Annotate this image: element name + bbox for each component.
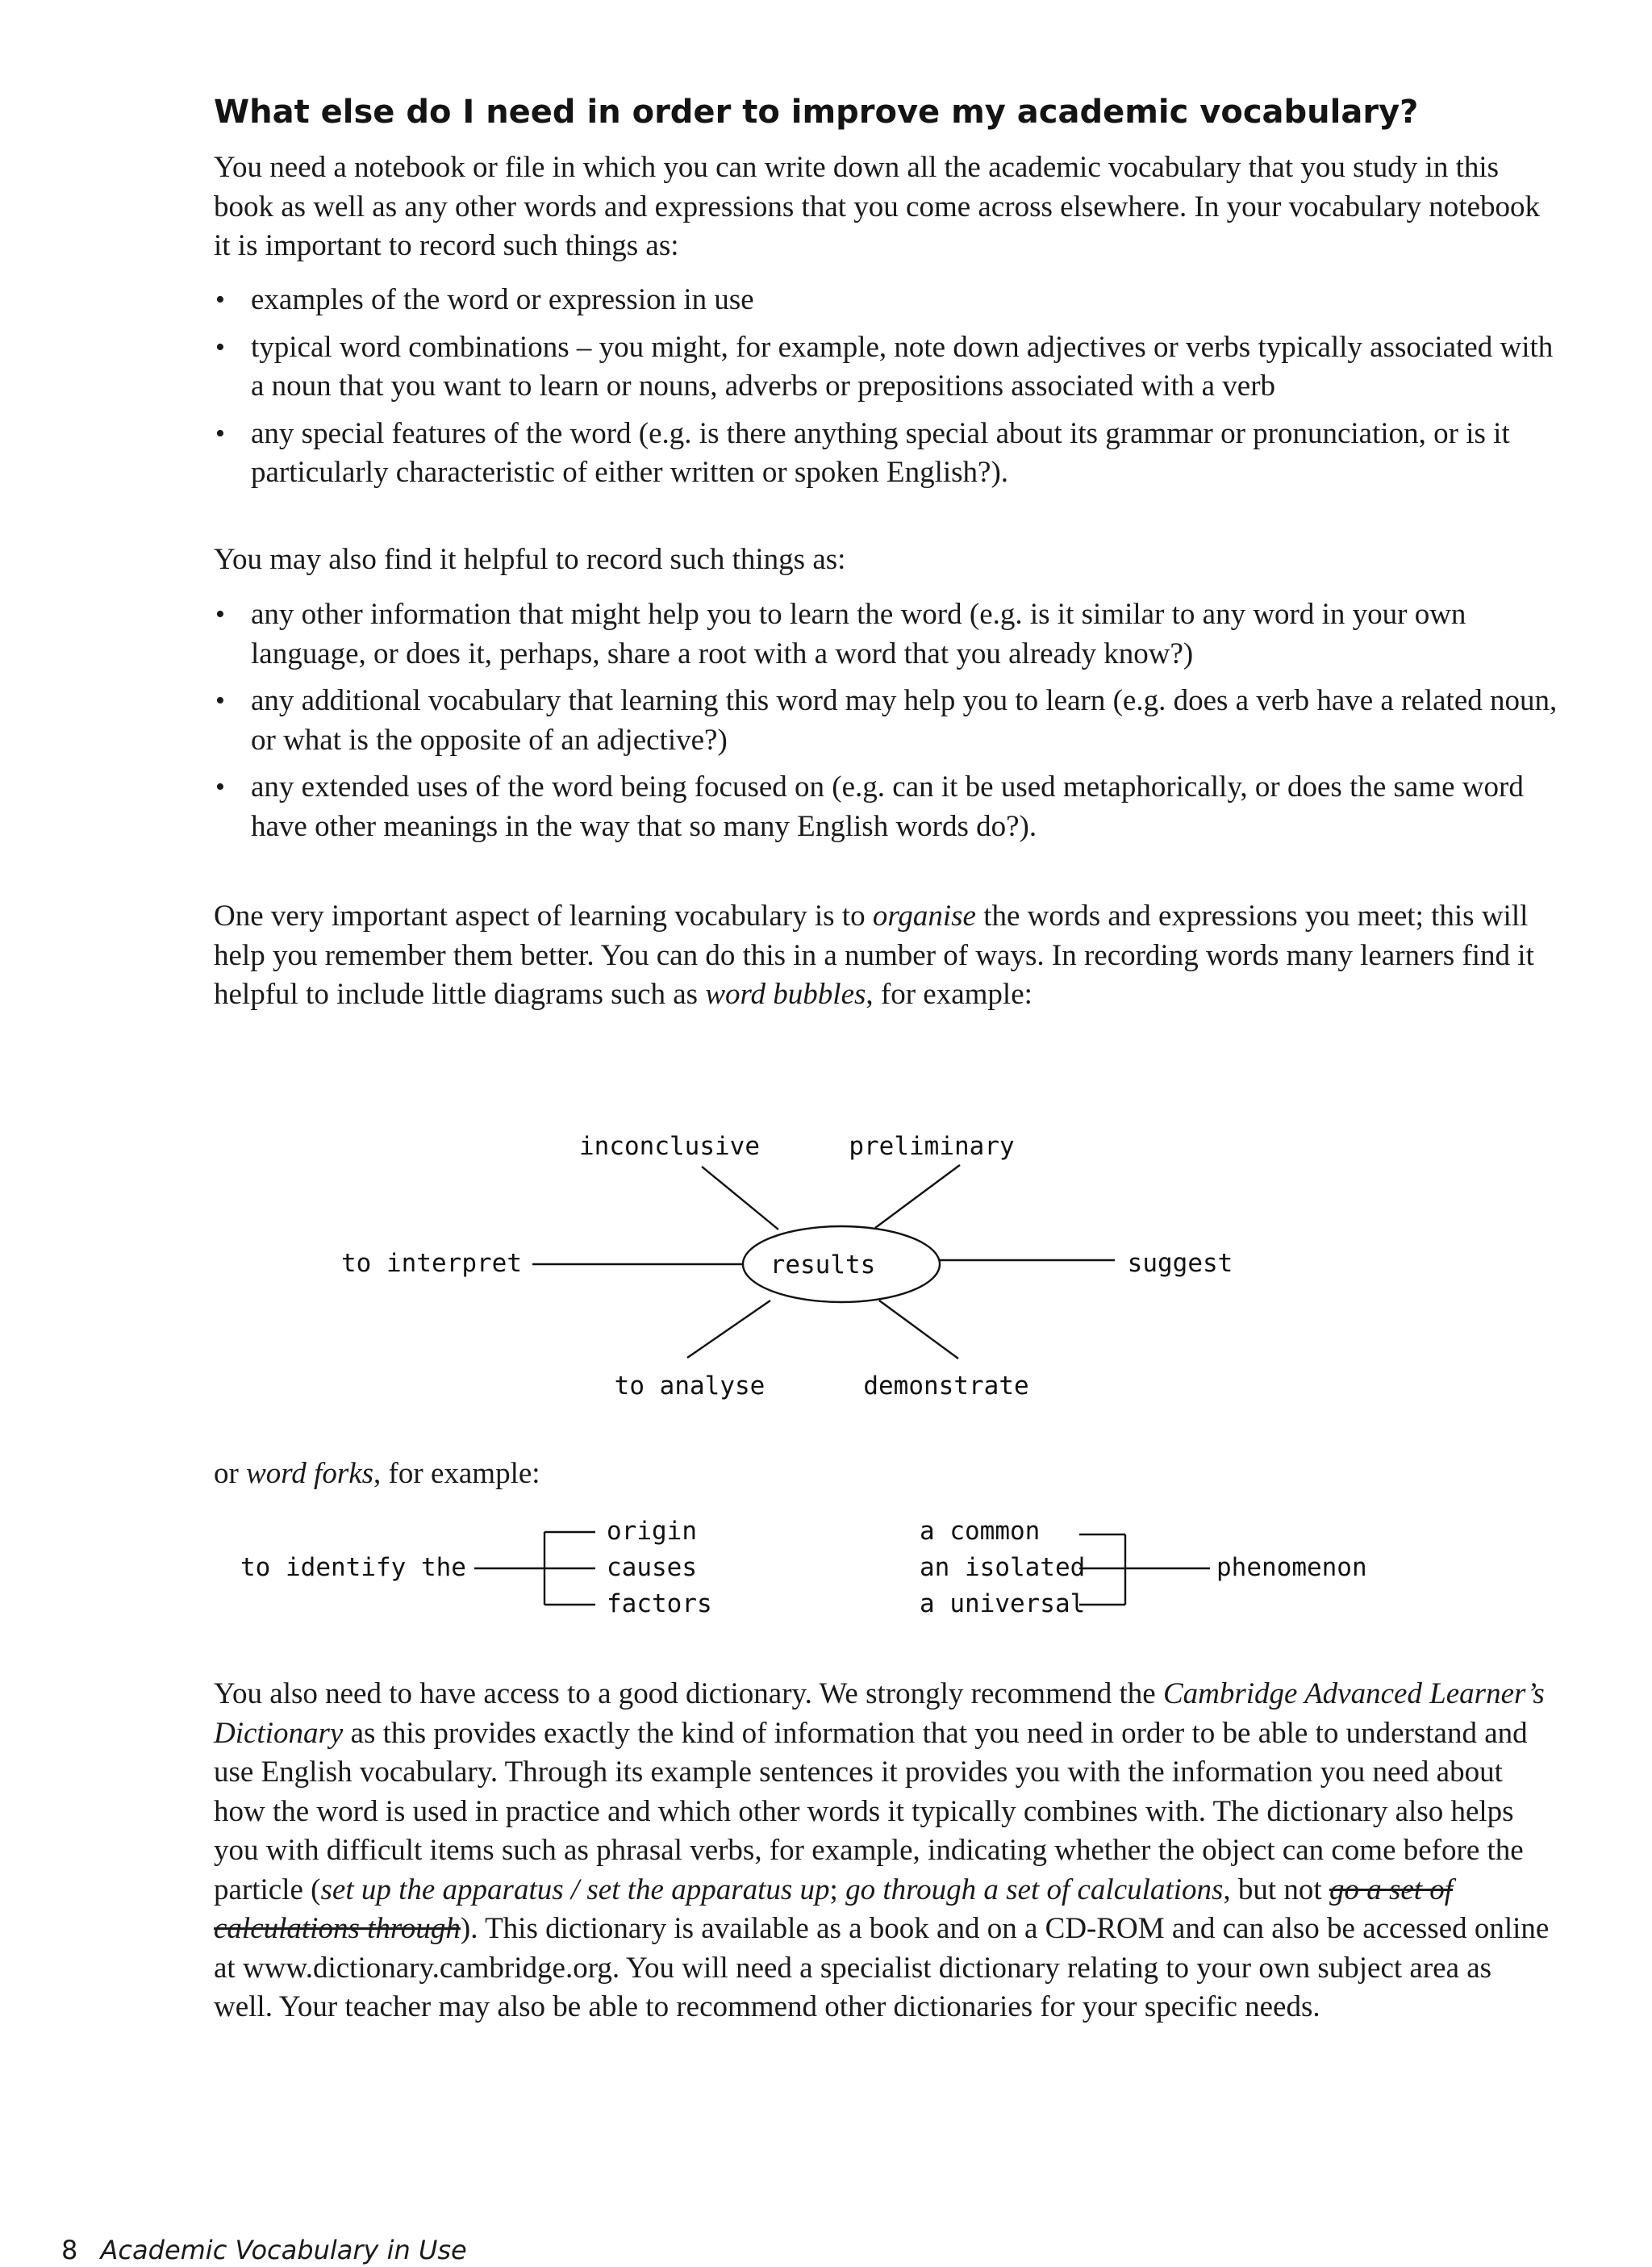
forks-paragraph — [214, 1455, 1553, 1494]
text-run: , for example: — [373, 1457, 540, 1490]
bubble-spoke — [875, 1165, 960, 1228]
also-paragraph: You may also find it helpful to record such things as: — [214, 543, 846, 576]
fork-item-universal: a universal — [920, 1589, 1086, 1618]
strikethrough-text: go a set of calculations through — [214, 1872, 1454, 1945]
bubble-word-analyse: to analyse — [614, 1371, 766, 1401]
emphasis: word forks — [246, 1457, 374, 1490]
section-heading: What else do I need in order to improve my academic vocabulary? — [214, 94, 1419, 131]
text-run: or — [214, 1457, 247, 1490]
bubble-spoke — [702, 1167, 778, 1230]
fork-item-causes: causes — [607, 1553, 697, 1582]
text-run: You also need to have access to a good dictionary. We strongly recommend the — [214, 1677, 1163, 1710]
emphasis: go through a set of calculations — [845, 1872, 1224, 1906]
list-item: • examples of the word or expression in use — [214, 281, 1561, 320]
page-footer — [61, 2235, 467, 2265]
list-item: • any other information that might help you to learn the word (e.g. is it similar to any word in your own language, or does it, perhaps, share a root with a word that you already know?) — [214, 595, 1561, 674]
text-run: One very important aspect of learning vocabulary is to — [214, 900, 873, 933]
fork-item-factors: factors — [607, 1589, 712, 1618]
organise-paragraph — [214, 897, 1553, 1015]
record-list — [214, 281, 1561, 501]
text-run: as this provides exactly the kind of information that you need in order to be able to understand and use English vocabulary. Through its example sentences it provides you with the information you need about how the word is used in practice and which other words it typically combines with. The dictionary also helps you with difficult items such as phrasal verbs, for example, indicating whether the object can come before the particle ( — [214, 1716, 1528, 1906]
list-item: • any extended uses of the word being focused on (e.g. can it be used metaphorically, or does the same word have other meanings in the way that so many English words do?). — [214, 768, 1561, 846]
list-item: • typical word combinations – you might, for example, note down adjectives or verbs typically associated with a noun that you want to learn or nouns, adverbs or prepositions associated with a verb — [214, 328, 1561, 407]
intro-paragraph: You need a notebook or file in which you can write down all the academic vocabulary that you study in this book as well as any other words and expressions that you come across elsewhere. In your vocabulary notebook it is important to record such things as: — [214, 151, 1540, 262]
emphasis: word bubbles — [705, 978, 866, 1011]
emphasis: set up the apparatus / set the apparatus up — [320, 1872, 830, 1906]
text-run: , for example: — [866, 978, 1032, 1011]
fork-item-origin: origin — [607, 1517, 697, 1546]
bubble-word-suggest: suggest — [1127, 1249, 1233, 1278]
fork-stem-phenomenon: phenomenon — [1216, 1553, 1367, 1582]
text-run: the words and expressions you meet; this will help you remember them better. You can do this in a number of ways. In recording words many learners find it helpful to include little diagrams such as — [214, 900, 1534, 1011]
text-run: ; — [829, 1872, 846, 1906]
page-number: 8 — [61, 2235, 78, 2265]
also-list — [214, 595, 1561, 854]
fork-item-isolated: an isolated — [920, 1553, 1086, 1582]
bubble-word-demonstrate: demonstrate — [863, 1371, 1029, 1401]
text-run: , but not — [1223, 1872, 1329, 1906]
emphasis: organise — [872, 900, 976, 933]
word-bubble-diagram — [0, 1097, 1652, 1428]
emphasis: Cambridge Advanced Learner’s Dictionary — [214, 1677, 1545, 1750]
bubble-spoke — [687, 1300, 770, 1358]
list-item: • any additional vocabulary that learning this word may help you to learn (e.g. does a verb have a related noun, or what is the opposite of an adjective?) — [214, 682, 1561, 760]
word-fork-diagram — [0, 1509, 1652, 1630]
fork-item-common: a common — [920, 1517, 1041, 1546]
fork-stem-identify: to identify the — [240, 1553, 466, 1582]
text-run: ). This dictionary is available as a book and on a CD-ROM and can also be accessed online at www.dictionary.cambridge.org. You will need a specialist dictionary relating to your own subject area as well. Your teacher may also be able to recommend other dictionaries for your specific needs. — [214, 1912, 1550, 2023]
bubble-word-preliminary: preliminary — [849, 1132, 1015, 1161]
bubble-spoke — [879, 1300, 958, 1359]
bubble-word-inconclusive: inconclusive — [579, 1132, 760, 1161]
dictionary-paragraph — [214, 1675, 1553, 2027]
bubble-center-word: results — [770, 1250, 876, 1280]
list-item: • any special features of the word (e.g. is there anything special about its grammar or pronunciation, or is it particularly characteristic of either written or spoken English?). — [214, 415, 1561, 493]
bubble-word-interpret: to interpret — [341, 1249, 522, 1278]
book-title: Academic Vocabulary in Use — [100, 2235, 467, 2265]
